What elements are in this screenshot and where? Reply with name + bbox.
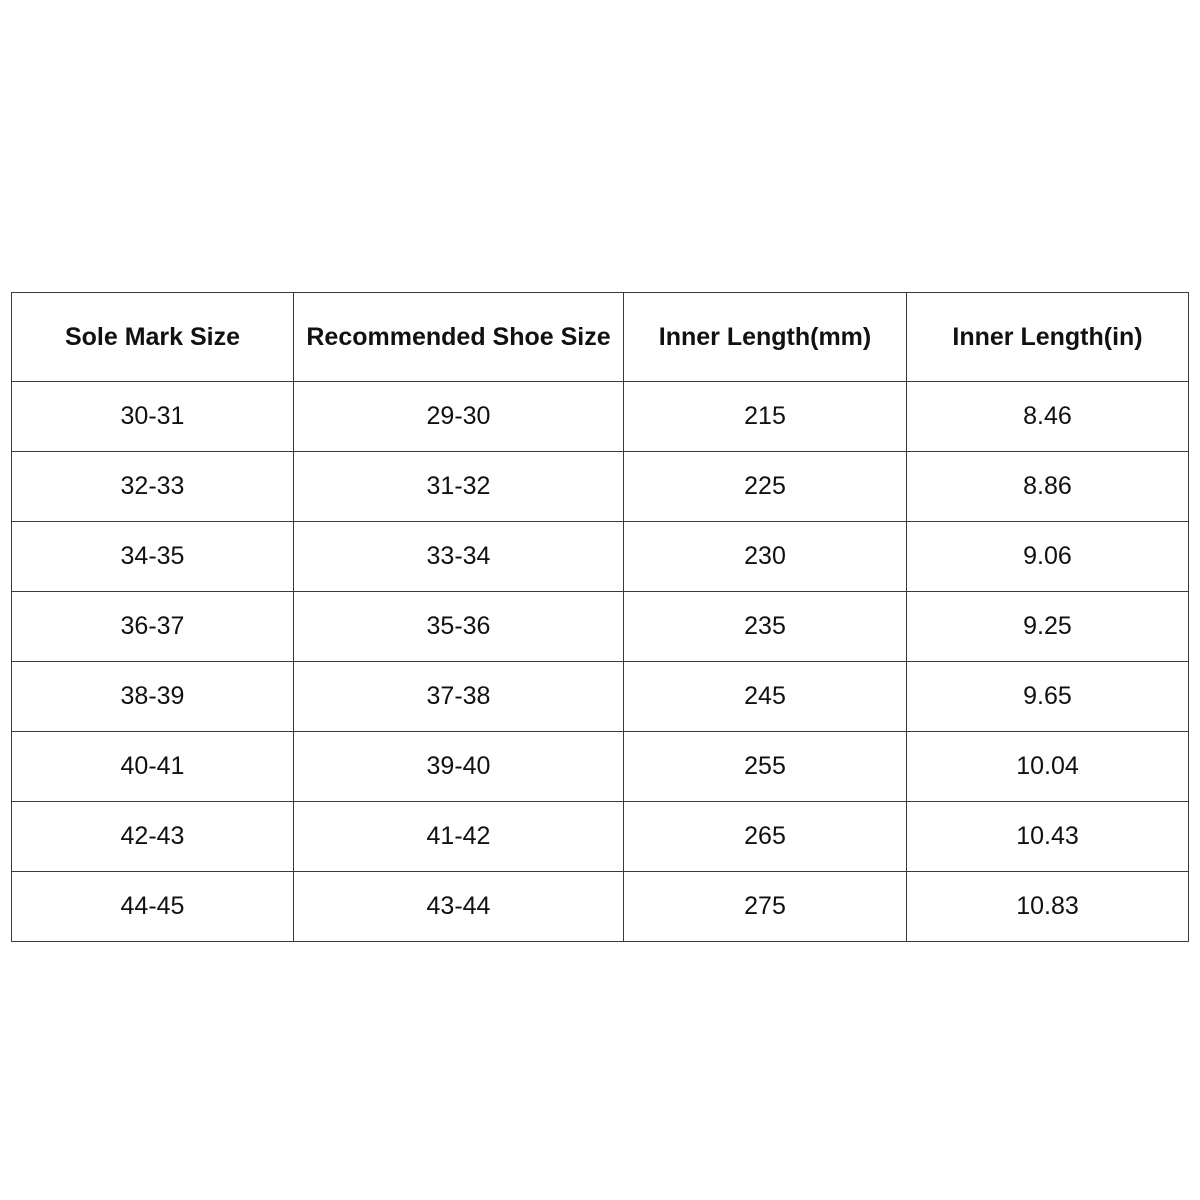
- header-recommended-shoe-size: Recommended Shoe Size: [294, 293, 624, 382]
- cell-inner-length-in: 8.86: [907, 452, 1189, 522]
- cell-sole-mark-size: 32-33: [12, 452, 294, 522]
- cell-sole-mark-size: 42-43: [12, 802, 294, 872]
- cell-sole-mark-size: 40-41: [12, 732, 294, 802]
- cell-inner-length-mm: 245: [624, 662, 907, 732]
- cell-inner-length-mm: 235: [624, 592, 907, 662]
- table-row: [12, 592, 1189, 662]
- header-sole-mark-size: Sole Mark Size: [12, 293, 294, 382]
- cell-inner-length-in: 10.04: [907, 732, 1189, 802]
- table-row: [12, 662, 1189, 732]
- cell-inner-length-mm: 215: [624, 382, 907, 452]
- table-row: [12, 872, 1189, 942]
- cell-recommended-shoe-size: 37-38: [294, 662, 624, 732]
- cell-inner-length-in: 9.06: [907, 522, 1189, 592]
- table-row: [12, 382, 1189, 452]
- cell-recommended-shoe-size: 31-32: [294, 452, 624, 522]
- size-chart-table: [11, 292, 1189, 942]
- cell-recommended-shoe-size: 43-44: [294, 872, 624, 942]
- cell-sole-mark-size: 36-37: [12, 592, 294, 662]
- cell-inner-length-in: 10.83: [907, 872, 1189, 942]
- cell-sole-mark-size: 34-35: [12, 522, 294, 592]
- cell-recommended-shoe-size: 29-30: [294, 382, 624, 452]
- cell-inner-length-mm: 255: [624, 732, 907, 802]
- cell-inner-length-in: 9.65: [907, 662, 1189, 732]
- table-row: [12, 522, 1189, 592]
- cell-recommended-shoe-size: 33-34: [294, 522, 624, 592]
- cell-recommended-shoe-size: 41-42: [294, 802, 624, 872]
- cell-inner-length-in: 9.25: [907, 592, 1189, 662]
- table-row: [12, 452, 1189, 522]
- cell-sole-mark-size: 38-39: [12, 662, 294, 732]
- cell-inner-length-in: 8.46: [907, 382, 1189, 452]
- cell-recommended-shoe-size: 35-36: [294, 592, 624, 662]
- cell-inner-length-mm: 225: [624, 452, 907, 522]
- cell-sole-mark-size: 30-31: [12, 382, 294, 452]
- table-header-row: [12, 293, 1189, 382]
- cell-inner-length-mm: 275: [624, 872, 907, 942]
- cell-inner-length-mm: 265: [624, 802, 907, 872]
- cell-recommended-shoe-size: 39-40: [294, 732, 624, 802]
- table-row: [12, 732, 1189, 802]
- header-inner-length-mm: Inner Length(mm): [624, 293, 907, 382]
- header-inner-length-in: Inner Length(in): [907, 293, 1189, 382]
- cell-inner-length-mm: 230: [624, 522, 907, 592]
- cell-inner-length-in: 10.43: [907, 802, 1189, 872]
- cell-sole-mark-size: 44-45: [12, 872, 294, 942]
- table-row: [12, 802, 1189, 872]
